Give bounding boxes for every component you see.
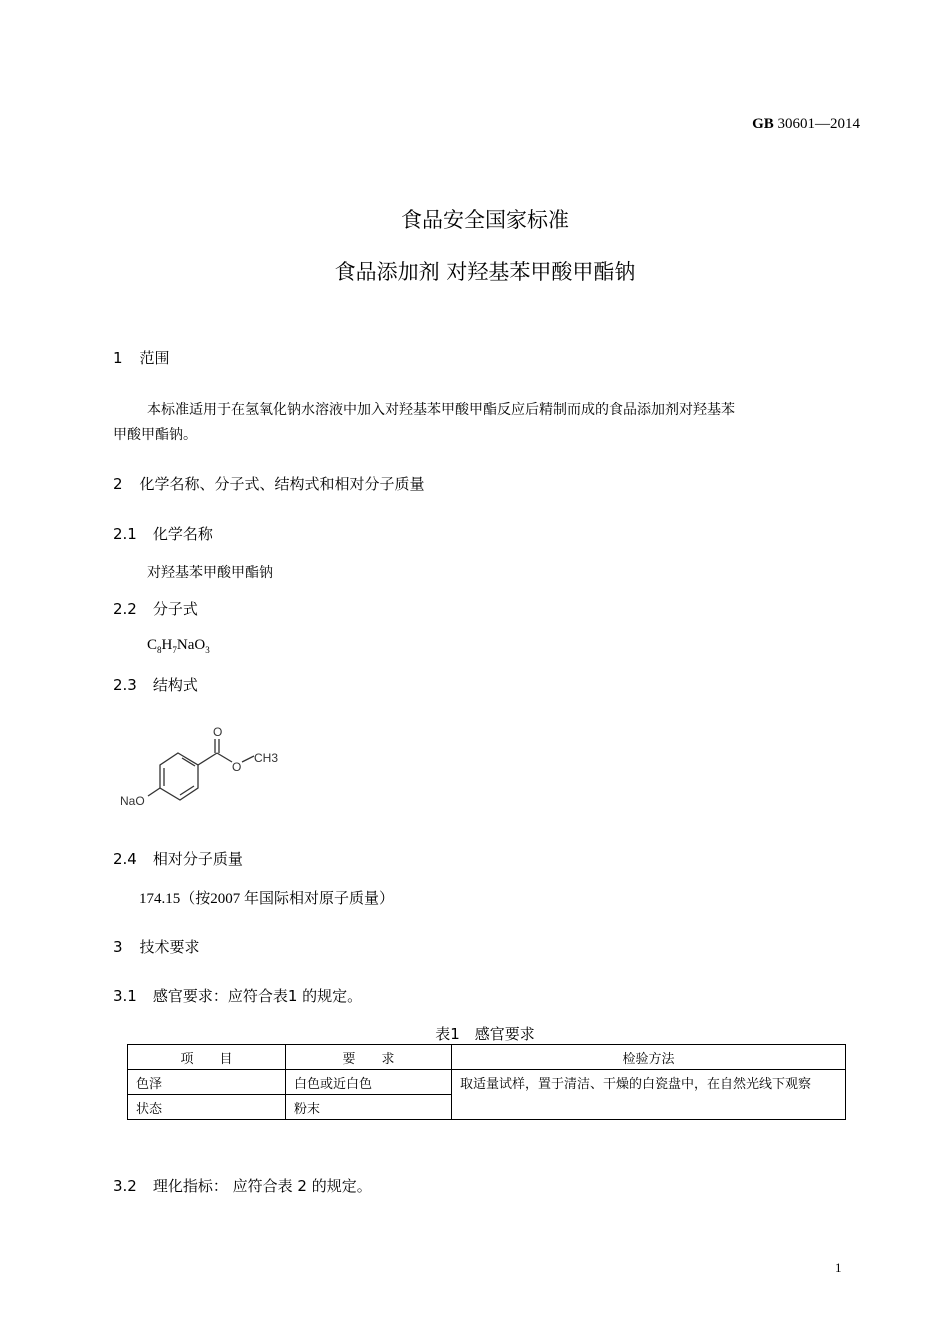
table-row bbox=[128, 1070, 846, 1095]
page-number: 1 bbox=[835, 1260, 842, 1275]
molecular-formula: $C_8H_7NaO_3$ bbox=[147, 637, 210, 655]
sodium-oxide-label: NaO bbox=[120, 794, 145, 808]
section-1-body-line1: 本标准适用于在氢氧化钠水溶液中加入对羟基苯甲酸甲酯反应后精制而成的食品添加剂对羟基苯 bbox=[147, 402, 735, 418]
cell-item: 状态 bbox=[128, 1095, 286, 1120]
section-2-2-heading: 2.2 分子式 bbox=[113, 600, 198, 618]
section-2-3-heading: 2.3 结构式 bbox=[113, 676, 198, 694]
title-line-2: 食品添加剂 对羟基苯甲酸甲酯钠 bbox=[334, 260, 636, 284]
cell-method: 取适量试样，置于清洁、干燥的白瓷盘中，在自然光线下观察 bbox=[452, 1070, 846, 1120]
header-item: 项 目 bbox=[128, 1045, 286, 1070]
section-3-2-heading: 3.2 理化指标： 应符合表 2 的规定。 bbox=[113, 1177, 372, 1195]
molecular-mass: 174.15（按2007 年国际相对原子质量） bbox=[139, 891, 395, 907]
section-2-heading: 2 化学名称、分子式、结构式和相对分子质量 bbox=[113, 475, 425, 493]
ester-oxygen-label: O bbox=[232, 760, 242, 774]
section-1-heading: 1 范围 bbox=[113, 349, 170, 367]
section-2-1-heading: 2.1 化学名称 bbox=[113, 525, 213, 543]
cell-requirement: 粉末 bbox=[286, 1095, 452, 1120]
section-2-4-heading: 2.4 相对分子质量 bbox=[113, 850, 243, 868]
header-requirement: 要 求 bbox=[286, 1045, 452, 1070]
title-line-1: 食品安全国家标准 bbox=[401, 208, 569, 232]
table-header-row bbox=[128, 1045, 846, 1070]
methyl-label: CH3 bbox=[254, 751, 279, 765]
cell-requirement: 白色或近白色 bbox=[286, 1070, 452, 1095]
header-method: 检验方法 bbox=[452, 1045, 846, 1070]
table1-caption: 表1 感官要求 bbox=[435, 1025, 535, 1043]
section-3-heading: 3 技术要求 bbox=[113, 938, 200, 956]
chemical-name: 对羟基苯甲酸甲酯钠 bbox=[147, 565, 273, 581]
cell-item: 色泽 bbox=[128, 1070, 286, 1095]
table1-sensory-requirements bbox=[127, 1044, 846, 1120]
standard-code: GB 30601—2014 bbox=[752, 116, 860, 132]
section-1-body-line2: 甲酸甲酯钠。 bbox=[113, 427, 197, 443]
carbonyl-oxygen-label: O bbox=[213, 725, 223, 739]
section-3-1-heading: 3.1 感官要求：应符合表1 的规定。 bbox=[113, 987, 363, 1005]
